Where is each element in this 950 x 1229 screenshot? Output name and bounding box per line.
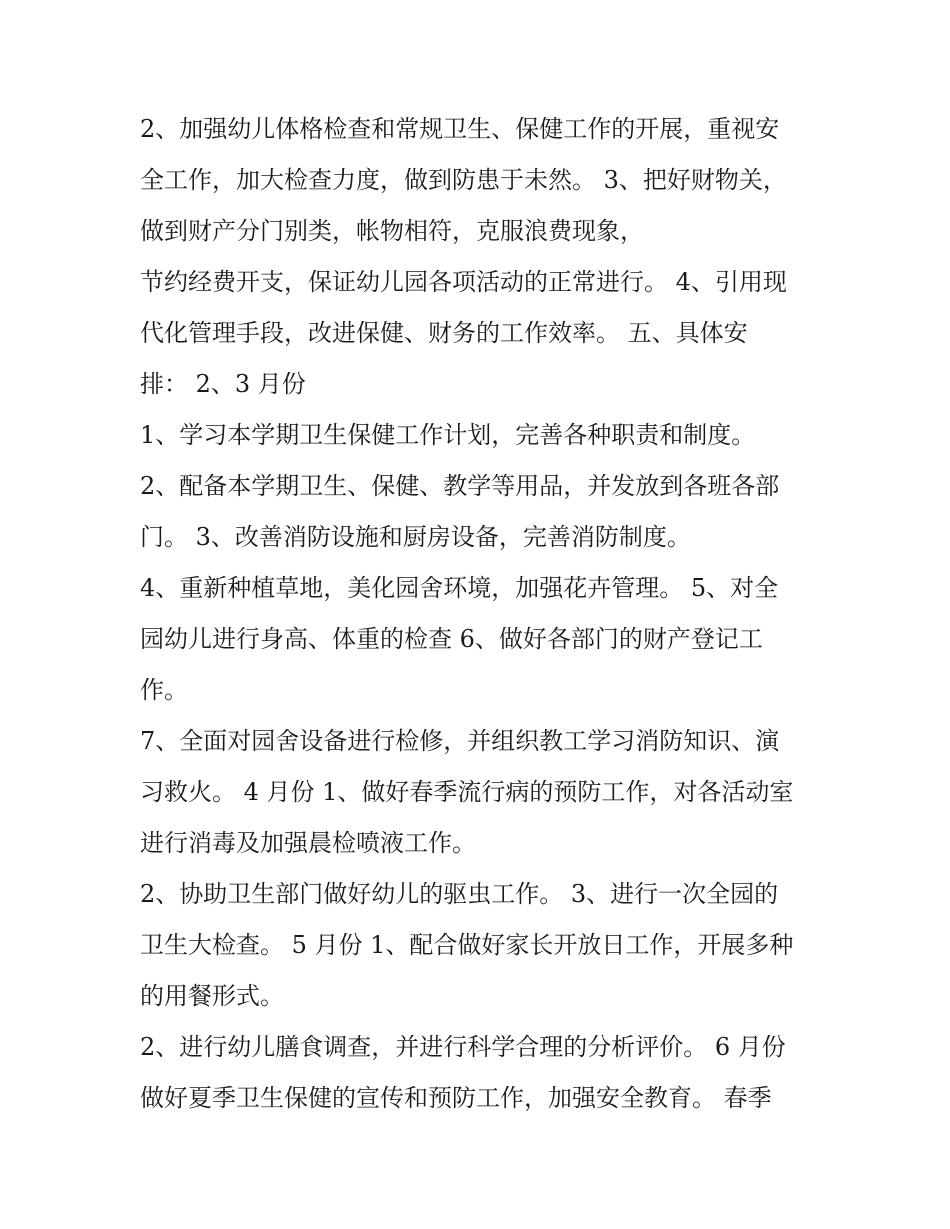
text-line: 做好夏季卫生保健的宣传和预防工作，加强安全教育。 春季 xyxy=(140,1084,772,1112)
document-body xyxy=(140,104,820,1124)
text-line: 2、配备本学期卫生、保健、教学等用品，并发放到各班各部 xyxy=(140,472,780,500)
text-line: 做到财产分门别类，帐物相符，克服浪费现象， xyxy=(140,217,644,245)
text-line: 1、学习本学期卫生保健工作计划，完善各种职责和制度。 xyxy=(140,421,756,449)
text-line: 园幼儿进行身高、体重的检查 6、做好各部门的财产登记工 xyxy=(140,625,763,653)
text-line: 习救火。 4 月份 1、做好春季流行病的预防工作，对各活动室 xyxy=(140,778,794,806)
text-line: 代化管理手段，改进保健、财务的工作效率。 五、具体安 xyxy=(140,319,748,347)
text-line: 作。 xyxy=(140,676,188,704)
text-line: 的用餐形式。 xyxy=(140,982,284,1010)
text-line: 2、加强幼儿体格检查和常规卫生、保健工作的开展，重视安 xyxy=(140,115,780,143)
text-line: 7、全面对园舍设备进行检修，并组织教工学习消防知识、演 xyxy=(140,727,780,755)
text-line: 2、协助卫生部门做好幼儿的驱虫工作。 3、进行一次全园的 xyxy=(140,880,779,908)
text-line: 全工作，加大检查力度，做到防患于未然。 3、把好财物关， xyxy=(140,166,787,194)
text-line: 2、进行幼儿膳食调查，并进行科学合理的分析评价。 6 月份 xyxy=(140,1033,786,1061)
text-line: 进行消毒及加强晨检喷液工作。 xyxy=(140,829,476,857)
text-line: 节约经费开支，保证幼儿园各项活动的正常进行。 4、引用现 xyxy=(140,268,787,296)
text-line: 卫生大检查。 5 月份 1、配合做好家长开放日工作，开展多种 xyxy=(140,931,794,959)
text-line: 门。 3、改善消防设施和厨房设备，完善消防制度。 xyxy=(140,523,691,551)
text-line: 排： 2、3 月份 xyxy=(140,370,306,398)
text-line: 4、重新种植草地，美化园舍环境，加强花卉管理。 5、对全 xyxy=(140,574,779,602)
